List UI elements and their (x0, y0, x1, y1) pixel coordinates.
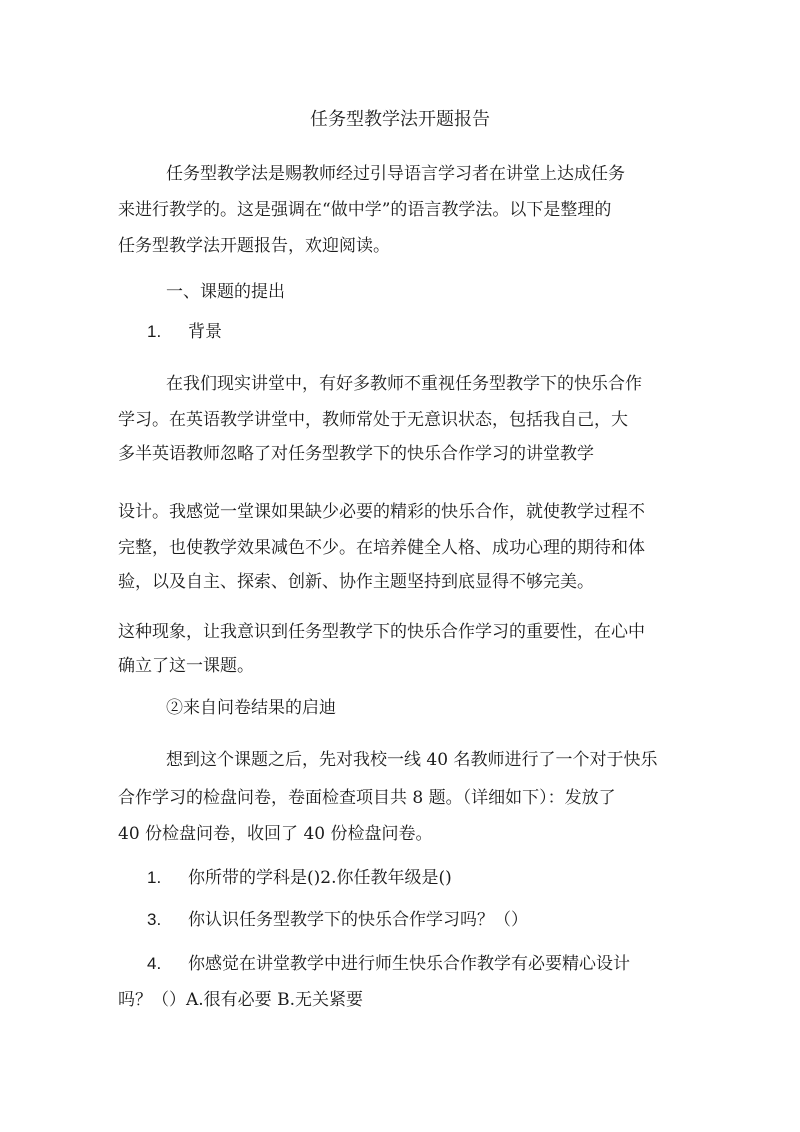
intro-line-2: 来进行教学的。这是强调在“做中学”的语言教学法。以下是整理的 (118, 200, 612, 220)
subheading: ②来自问卷结果的启迪 (166, 698, 336, 718)
question-continuation: 吗？（）A.很有必要 B.无关紧要 (118, 990, 363, 1010)
question-number: 1. (147, 868, 162, 887)
survey-line-1: 想到这个课题之后，先对我校一线 40 名教师进行了一个对于快乐 (166, 750, 658, 770)
question-text: 你所带的学科是()2.你任教年级是() (188, 868, 452, 888)
survey-line-2: 合作学习的检盘问卷，卷面检查项目共 8 题。（详细如下）：发放了 (118, 788, 616, 808)
intro-line-1: 任务型教学法是赐教师经过引导语言学习者在讲堂上达成任务 (166, 164, 625, 184)
question-number: 3. (147, 910, 162, 929)
background-line-7: 这种现象，让我意识到任务型教学下的快乐合作学习的重要性，在心中 (118, 622, 645, 642)
background-line-5: 完整，也使教学效果减色不少。在培养健全人格、成功心理的期待和体 (118, 538, 645, 558)
question-text: 你感觉在讲堂教学中进行师生快乐合作教学有必要精心设计 (188, 954, 630, 974)
page-title: 任务型教学法开题报告 (310, 109, 490, 130)
background-line-1: 在我们现实讲堂中，有好多教师不重视任务型教学下的快乐合作 (166, 374, 642, 394)
background-line-4: 设计。我感觉一堂课如果缺少必要的精彩的快乐合作，就使教学过程不 (118, 502, 645, 522)
intro-line-3: 任务型教学法开题报告，欢迎阅读。 (118, 236, 390, 256)
background-line-3: 多半英语教师忽略了对任务型教学下的快乐合作学习的讲堂教学 (118, 444, 594, 464)
background-line-2: 学习。在英语教学讲堂中，教师常处于无意识状态，包括我自己，大 (118, 410, 628, 430)
item-label: 背景 (188, 322, 222, 342)
question-text: 你认识任务型教学下的快乐合作学习吗？（） (188, 910, 528, 930)
background-line-8: 确立了这一课题。 (118, 656, 254, 676)
section-heading: 一、课题的提出 (166, 282, 285, 302)
survey-line-3: 40 份检盘问卷，收回了 40 份检盘问卷。 (118, 824, 433, 844)
background-line-6: 验，以及自主、探索、创新、协作主题坚持到底显得不够完美。 (118, 572, 594, 592)
item-number: 1. (147, 322, 162, 341)
question-number: 4. (147, 954, 162, 973)
